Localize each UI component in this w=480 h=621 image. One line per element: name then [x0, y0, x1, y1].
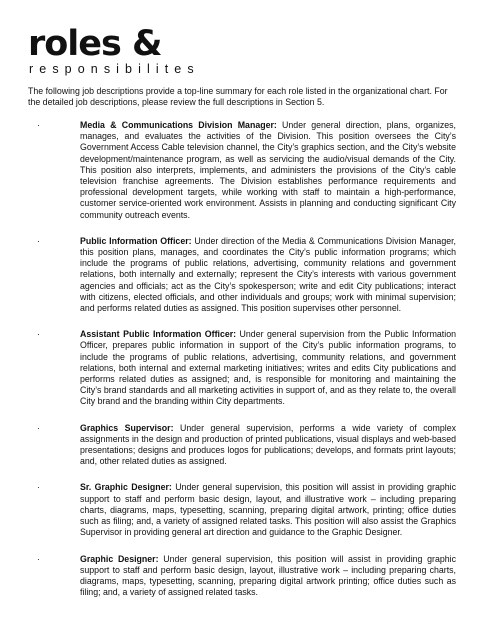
intro-paragraph: The following job descriptions provide a top-line summary for each role listed in the organizational chart. For the detailed job descriptions, please review the full descriptions in Section 5. — [28, 86, 448, 108]
role-description: Under general supervision from the Public Information Officer, prepares public information in support of the City’s public information programs, to include the programs of public relations, advertising, community relations, and government relations, both internal and external marketing initiatives; writes and edits City publications and performs related duties as assigned; and, is responsible for monitoring and maintaining the City’s brand standards and all marketing activities in support of, and as they relate to, the overall City brand and the branding within City departments. — [80, 329, 456, 407]
role-title: Media & Communications Division Manager: — [80, 120, 277, 130]
bullet-icon: · — [37, 329, 40, 340]
role-item — [28, 423, 456, 468]
bullet-icon: · — [37, 482, 40, 493]
page-subtitle: responsibilites — [29, 62, 200, 76]
role-title: Sr. Graphic Designer: — [80, 482, 172, 493]
role-text — [80, 482, 456, 538]
role-description: Under general supervision, this position will assist in providing graphic support to staff and perform basic design, layout, and illustrative work – including preparing charts, diagrams, maps, typesetting, scanning, preparing digital artwork, printing; office duties such as filing; and, a variety of assigned related tasks. This position will also assist the Graphics Supervisor in providing general art direction and guidance to the Graphic Designer. — [80, 482, 456, 538]
role-text — [80, 329, 456, 407]
role-title: Graphics Supervisor: — [80, 422, 174, 433]
role-title: Public Information Officer: — [80, 235, 192, 246]
role-item — [28, 482, 456, 538]
role-title: Graphic Designer: — [80, 553, 159, 564]
role-description: Under direction of the Media & Communications Division Manager, this position plans, manages, and coordinates the City’s public information programs; which include the programs of public relations, advertising, community relations and government relations, both internally and externally; represent the City’s interests with various government agencies and officials; act as the City’s spokesperson; write and edit City publications; interact with citizens, elected officials, and other individuals and groups; work with minimal supervision; and performs related duties as assigned. This position supervises other personnel. — [80, 235, 456, 314]
role-item — [28, 329, 456, 407]
bullet-icon: · — [37, 422, 40, 433]
role-text — [80, 236, 456, 314]
page-title: roles & — [28, 24, 162, 64]
bullet-icon: · — [37, 235, 40, 246]
role-text — [80, 423, 456, 468]
role-item — [28, 554, 456, 599]
role-description: Under general direction, plans, organizes, manages, and evaluates the activities of the Division. This position oversees the City’s Government Access Cable television channel, the City’s graphics section, and the City’s website development/maintenance program, as well as servicing the audio/visual demands of the City. This position also interprets, implements, and administers the provisions of the City’s cable television franchise agreements. The Division establishes performance requirements and professional development targets, while working with staff to maintain a high-performance, customer service-oriented work environment. Assists in planning and conducting significant City community outreach events. — [80, 120, 456, 220]
role-title: Assistant Public Information Officer: — [80, 329, 237, 340]
bullet-icon: · — [37, 120, 40, 130]
role-item — [28, 120, 456, 221]
role-description: Under general supervision, performs a wide variety of complex assignments in the design and production of printed publications, visual displays and web-based presentations; designs and produces logos for publications; develops, and formats print layouts; and, other related duties as assigned. — [80, 422, 457, 467]
role-text — [80, 120, 456, 221]
bullet-icon: · — [37, 553, 40, 564]
roles-list — [28, 120, 456, 613]
role-text — [80, 554, 456, 599]
role-item — [28, 236, 456, 314]
role-description: Under general supervision, this position will assist in providing graphic support to staff and perform basic design, layout, illustrative work – including preparing charts, diagrams, maps, typesetting, scanning, preparing digital artwork printing; office duties such as filing; and, a variety of assigned related tasks. — [80, 553, 456, 598]
